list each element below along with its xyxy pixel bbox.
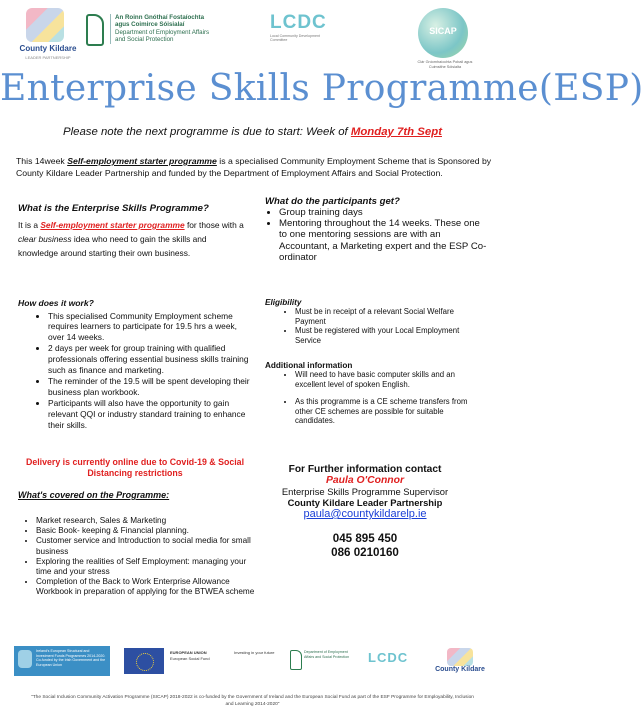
list-item: • 2 days per week for group training with qualified professionals offering essential business skills training such as finance and marketing.: [48, 343, 252, 375]
list-item: • This specialised Community Employment scheme requires learners to participate for 19.5 hrs a week, over 14 weeks.: [48, 311, 252, 343]
list-item: • Must be registered with your Local Employment Service: [295, 326, 485, 345]
lcdc-logo-text: LCDC: [270, 12, 327, 33]
eu-line: European Social Fund: [170, 656, 210, 661]
list-item: • Market research, Sales & Marketing: [36, 516, 258, 526]
dept-line: agus Coimirce Sóisialaí: [115, 21, 185, 29]
contact-org: County Kildare Leader Partnership: [287, 497, 443, 508]
sicap-logo-sub: Clár Gníomhaíochta Pobail agus Cuimsithe Sóisialta: [417, 60, 473, 69]
eligibility-list: [265, 307, 485, 345]
what-is-highlight: Self-employment starter programme: [40, 220, 185, 230]
contact-phones: [265, 532, 465, 560]
list-item: • Customer service and Introduction to social media for small business: [36, 536, 258, 556]
list-item: • As this programme is a CE scheme transfers from other CE schemes are possible for suitable candidates.: [295, 397, 485, 426]
additional-info-section: [265, 361, 485, 426]
participants-section: [265, 196, 487, 263]
lcdc-logo: [270, 12, 332, 62]
what-is-text: [18, 218, 248, 260]
list-spacer: [295, 389, 485, 397]
eu-flag-icon: [124, 648, 164, 674]
county-kildare-mark-icon: [447, 648, 473, 666]
page-title: Enterprise Skills Programme(ESP): [0, 68, 644, 109]
county-kildare-mark-icon: [26, 8, 64, 42]
county-kildare-logo-sub: LEADER PARTNERSHIP: [25, 55, 71, 60]
eligibility-section: [265, 298, 485, 345]
harp-icon: [290, 650, 302, 670]
intro-highlight: Self-employment starter programme: [67, 156, 217, 166]
footer-lcdc-logo: LCDC: [368, 650, 409, 665]
intro-paragraph: [16, 156, 492, 179]
invest-text: Investing in your future: [234, 650, 275, 655]
footer-dept-text: Department of Employment Affairs and Social Protection: [304, 650, 350, 659]
additional-info-heading: Additional information: [265, 361, 353, 370]
sicap-logo: [418, 8, 468, 58]
list-item: • Must be in receipt of a relevant Social Welfare Payment: [295, 307, 485, 326]
delivery-notice: Delivery is currently online due to Covid-19 & Social Distancing restrictions: [25, 457, 245, 478]
footer-logos: [0, 646, 505, 686]
contact-email-link[interactable]: paula@countykildarelp.ie: [303, 508, 427, 520]
how-it-works-section: [18, 298, 252, 431]
list-item: • Completion of the Back to Work Enterprise Allowance Workbook in preparation of applying for the BTWEA scheme: [36, 577, 258, 597]
dept-line: and Social Protection: [115, 36, 174, 44]
intro-suffix: is a specialised Community Employment Scheme that is Sponsored by County Kildare Leader Partnership and funded by the Department of Employment Affairs and Social Protection.: [16, 156, 492, 178]
eu-line: EUROPEAN UNION: [170, 650, 207, 655]
sicap-logo-text: SICAP: [429, 26, 457, 36]
department-logo-text: [110, 14, 235, 44]
intro-prefix: This 14week: [16, 156, 68, 166]
start-notice: [0, 126, 505, 138]
how-it-works-heading: How does it work?: [18, 298, 94, 308]
covered-heading: What's covered on the Programme:: [18, 490, 170, 500]
what-is-text-b: idea who need to gain the skills and knowledge around starting their own business.: [18, 234, 207, 258]
footer-county-kildare-text: County Kildare: [435, 666, 485, 673]
contact-heading: For Further information contact: [288, 464, 442, 475]
covered-section: [18, 490, 258, 598]
how-it-works-list: [18, 311, 252, 431]
list-item: • Exploring the realities of Self Employment: managing your time and your stress: [36, 557, 258, 577]
what-is-prefix: It is a: [18, 220, 41, 230]
what-is-emph: clear business: [18, 234, 72, 244]
contact-role: Enterprise Skills Programme Supervisor: [281, 486, 449, 497]
harp-icon: [86, 14, 104, 46]
eu-logo-text: [170, 650, 228, 662]
contact-name: Paula O'Connor: [325, 475, 405, 486]
list-item: • Basic Book- keeping & Financial planning.: [36, 526, 258, 536]
list-item: • The reminder of the 19.5 will be spent developing their business plan workbook.: [48, 376, 252, 397]
lcdc-logo-sub: Local Community Development Committee: [270, 34, 320, 43]
what-is-text-a: for those with a: [184, 220, 244, 230]
contact-block: [265, 464, 465, 560]
additional-info-list: [265, 370, 485, 426]
list-item: • Will need to have basic computer skills and an excellent level of spoken English.: [295, 370, 485, 389]
funding-footnote: "The Social Inclusion Community Activation Programme (SICAP) 2018-2022 is co-funded by the Government of Ireland and the European Social Fund as part of the ESF Programme for Employability, Inclusion and Learning 2014-2020": [31, 695, 474, 707]
eligibility-heading: Eligibility: [265, 298, 302, 307]
dept-line: An Roinn Gnóthaí Fostaíochta: [115, 14, 205, 21]
county-kildare-logo: [14, 8, 82, 64]
participants-list: [265, 207, 487, 263]
list-item: • Group training days: [279, 207, 487, 218]
contact-phone: 045 895 450: [332, 532, 398, 545]
ireland-map-icon: [18, 650, 32, 668]
list-item: • Mentoring throughout the 14 weeks. These one to one mentoring sessions are with an Accountant, a Marketing expert and the ESP Co-ordinator: [279, 218, 487, 263]
start-notice-text: Please note the next programme is due to start: Week of: [62, 126, 351, 138]
dept-line: Department of Employment Affairs: [115, 28, 210, 36]
esif-logo-text: Ireland's European Structural and Investment Funds Programmes 2014-2020. Co-funded by the Irish Government and the European Union: [36, 649, 106, 667]
covered-list: [18, 516, 258, 598]
county-kildare-logo-text: County Kildare: [19, 44, 77, 53]
list-item: • Participants will also have the opportunity to gain relevant QQI or industry standard training to enhance their skills.: [48, 398, 252, 430]
esif-logo: [14, 646, 110, 676]
what-is-heading: What is the Enterprise Skills Programme?: [18, 203, 209, 214]
participants-heading: What do the participants get?: [265, 196, 400, 207]
footer-county-kildare-logo: [430, 648, 490, 673]
start-date: Monday 7th Sept: [350, 126, 442, 138]
what-is-section: [18, 203, 248, 260]
contact-phone: 086 0210160: [331, 546, 399, 559]
